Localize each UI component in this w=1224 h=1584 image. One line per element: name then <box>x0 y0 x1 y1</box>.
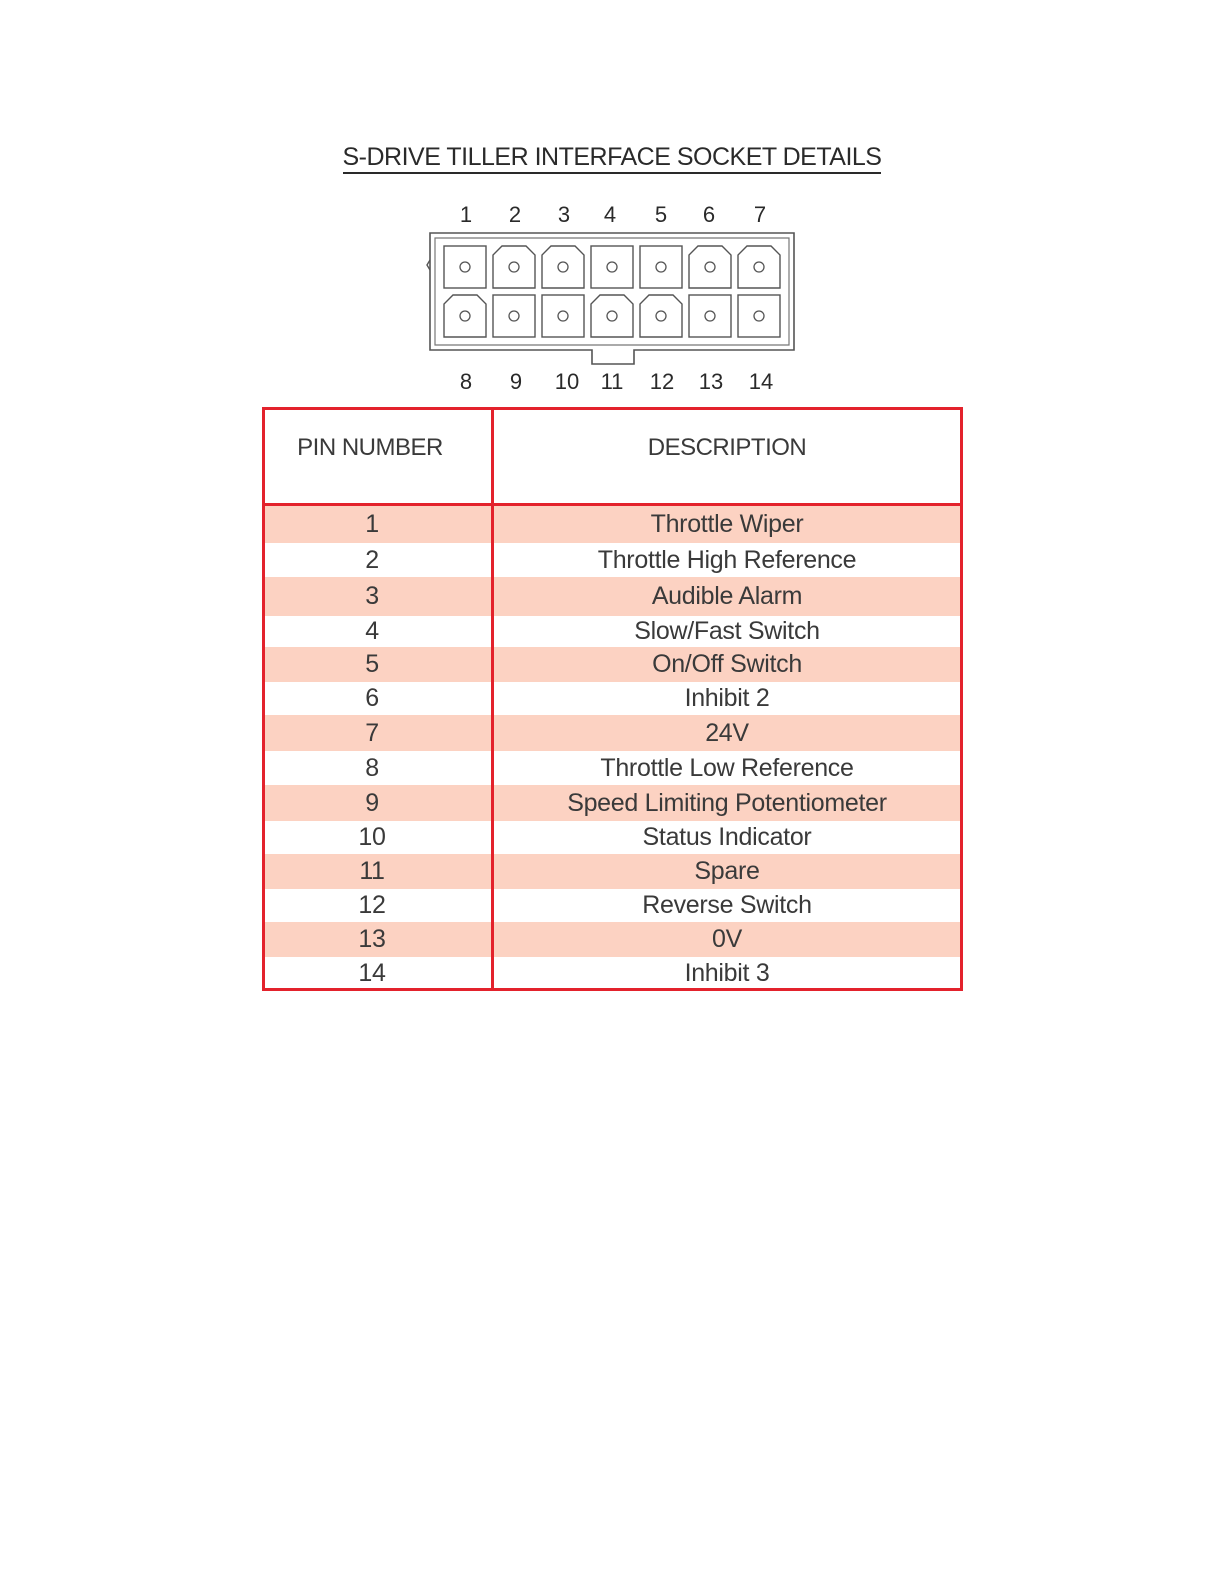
pin-label: 1 <box>459 202 473 227</box>
pin-label: 9 <box>509 369 523 394</box>
pin-cavity <box>738 295 780 337</box>
pin-cavity <box>444 246 486 288</box>
pin-label: 6 <box>702 202 716 227</box>
pin-label: 3 <box>557 202 571 227</box>
table-row <box>265 957 960 989</box>
table-row <box>265 647 960 682</box>
pin-number-cell: 13 <box>358 925 386 953</box>
description-cell: Status Indicator <box>642 823 812 851</box>
pin-label: 2 <box>508 202 522 227</box>
table-row <box>265 577 960 616</box>
pin-label: 5 <box>654 202 668 227</box>
description-cell: Audible Alarm <box>651 582 803 610</box>
table-row <box>265 715 960 751</box>
pin-label: 4 <box>603 202 617 227</box>
table-row <box>265 543 960 577</box>
table-row <box>265 616 960 647</box>
table-row <box>265 506 960 543</box>
pin-number-cell: 7 <box>365 718 379 747</box>
pin-number-cell: 4 <box>365 617 379 645</box>
column-divider <box>491 410 494 988</box>
table-row <box>265 854 960 889</box>
table-row <box>265 751 960 785</box>
pin-number-cell: 1 <box>365 510 379 538</box>
pin-cavity <box>542 295 584 337</box>
pin-label: 12 <box>649 369 675 394</box>
pin-number-cell: 8 <box>365 753 379 782</box>
pin-number-cell: 14 <box>358 958 386 987</box>
pin-cavity <box>738 246 780 288</box>
pin-cavity <box>689 295 731 337</box>
pin-cavity <box>444 295 486 337</box>
table-row <box>265 821 960 854</box>
header-pin-number: PIN NUMBER <box>297 434 443 461</box>
connector-socket-diagram <box>426 228 798 368</box>
pin-cavity <box>640 246 682 288</box>
pin-label: 8 <box>459 369 473 394</box>
page-title-text: S-DRIVE TILLER INTERFACE SOCKET DETAILS <box>343 143 882 174</box>
description-cell: Reverse Switch <box>642 891 812 919</box>
pin-cavity <box>542 246 584 288</box>
table-row <box>265 922 960 957</box>
pin-cavity <box>591 295 633 337</box>
description-cell: Speed Limiting Potentiometer <box>567 788 887 817</box>
pin-cavity <box>591 246 633 288</box>
description-cell: Inhibit 2 <box>684 684 770 712</box>
pin-number-cell: 11 <box>359 857 385 885</box>
description-cell: 24V <box>705 718 749 747</box>
description-cell: On/Off Switch <box>652 650 802 678</box>
page-title <box>0 143 1224 172</box>
pin-number-cell: 2 <box>365 545 379 574</box>
pin-number-cell: 12 <box>358 891 386 919</box>
description-cell: Slow/Fast Switch <box>634 617 820 645</box>
pin-cavity <box>493 295 535 337</box>
pin-label: 14 <box>748 369 774 394</box>
pin-cavity <box>493 246 535 288</box>
pin-label: 11 <box>600 369 624 394</box>
pin-cavity <box>640 295 682 337</box>
description-cell: Throttle Low Reference <box>600 753 854 782</box>
pin-cavity <box>689 246 731 288</box>
pin-number-cell: 6 <box>365 684 379 712</box>
pin-number-cell: 9 <box>365 788 379 817</box>
description-cell: 0V <box>712 925 742 953</box>
header-description: DESCRIPTION <box>647 434 807 461</box>
pin-number-cell: 3 <box>365 582 379 610</box>
pinout-table <box>262 407 963 991</box>
description-cell: Throttle Wiper <box>650 510 804 538</box>
pin-label: 7 <box>753 202 767 227</box>
table-row <box>265 785 960 821</box>
description-cell: Inhibit 3 <box>684 958 770 987</box>
pin-number-cell: 10 <box>358 823 386 851</box>
table-row <box>265 889 960 922</box>
description-cell: Spare <box>694 857 760 885</box>
pin-label: 10 <box>554 369 580 394</box>
table-row <box>265 682 960 715</box>
description-cell: Throttle High Reference <box>597 545 857 574</box>
pin-label: 13 <box>698 369 724 394</box>
pin-number-cell: 5 <box>365 650 379 678</box>
